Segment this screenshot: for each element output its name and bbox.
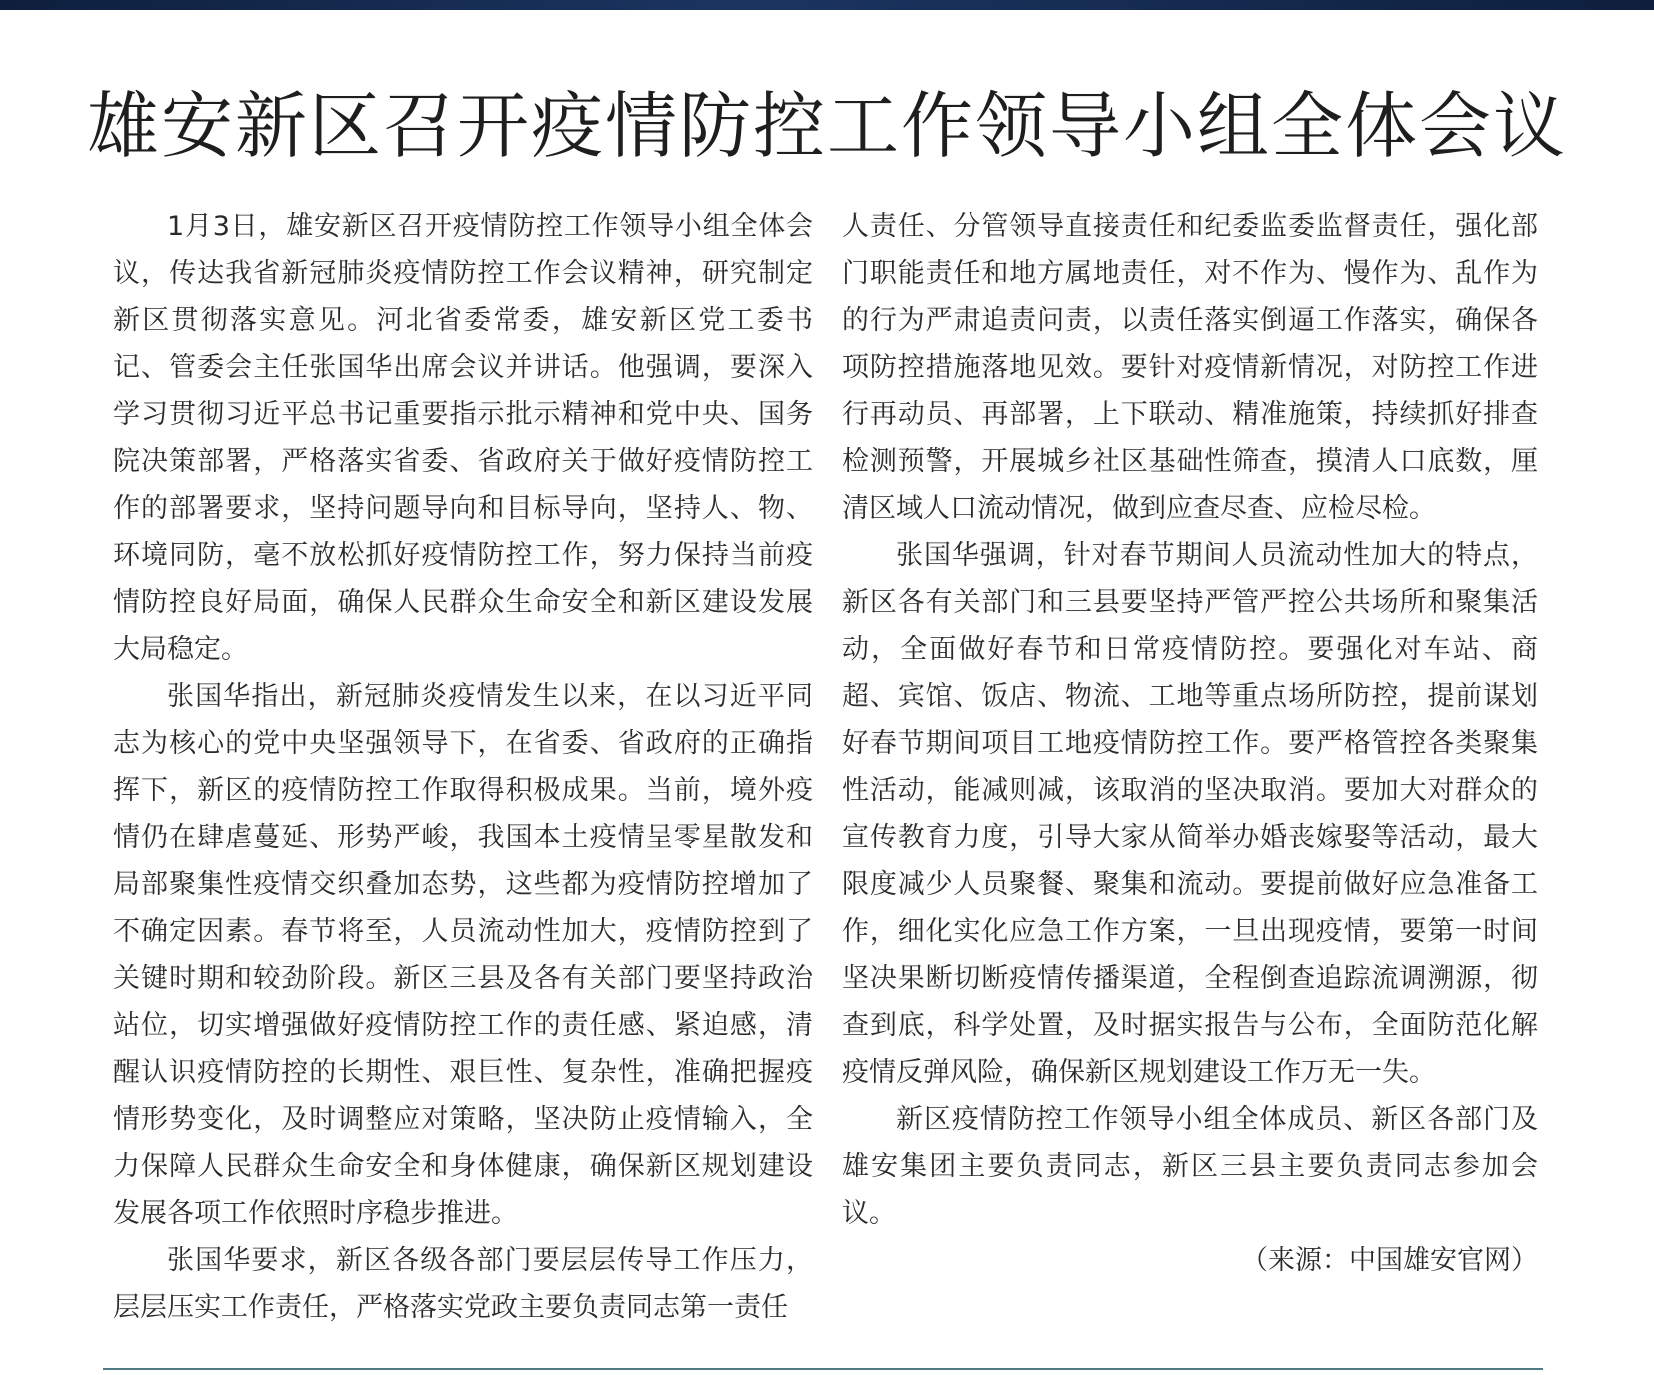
article-title: 雄安新区召开疫情防控工作领导小组全体会议 (86, 84, 1567, 168)
paragraph-continued: 人责任、分管领导直接责任和纪委监委监督责任，强化部门职能责任和地方属地责任，对不作为、慢作为、乱作为的行为严肃追责问责，以责任落实倒逼工作落实，确保各项防控措施落地见效。要针对疫情新情况，对防控工作进行再动员、再部署，上下联动、精准施策，持续抓好排查检测预警，开展城乡社区基础性筛查，摸清人口底数，厘清区域人口流动情况，做到应查尽查、应检尽检。 (842, 211, 1538, 524)
article-column-left (113, 203, 813, 1331)
top-banner-bar (0, 0, 1654, 10)
source-line (842, 1237, 1538, 1284)
paragraph: 张国华要求，新区各级各部门要层层传导工作压力，层层压实工作责任，严格落实党政主要负责同志第一责任 (113, 1245, 813, 1323)
paragraph: 新区疫情防控工作领导小组全体成员、新区各部门及雄安集团主要负责同志，新区三县主要负责同志参加会议。 (842, 1104, 1538, 1229)
article-column-right (842, 203, 1538, 1284)
paragraph: 1月3日，雄安新区召开疫情防控工作领导小组全体会议，传达我省新冠肺炎疫情防控工作会议精神，研究制定新区贯彻落实意见。河北省委常委，雄安新区党工委书记、管委会主任张国华出席会议并讲话。他强调，要深入学习贯彻习近平总书记重要指示批示精神和党中央、国务院决策部署，严格落实省委、省政府关于做好疫情防控工作的部署要求，坚持问题导向和目标导向，坚持人、物、环境同防，毫不放松抓好疫情防控工作，努力保持当前疫情防控良好局面，确保人民群众生命安全和新区建设发展大局稳定。 (113, 211, 813, 665)
source-credit: （来源：中国雄安官网） (1241, 1245, 1538, 1276)
bottom-divider (103, 1368, 1543, 1370)
paragraph: 张国华指出，新冠肺炎疫情发生以来，在以习近平同志为核心的党中央坚强领导下，在省委、省政府的正确指挥下，新区的疫情防控工作取得积极成果。当前，境外疫情仍在肆虐蔓延、形势严峻，我国本土疫情呈零星散发和局部聚集性疫情交织叠加态势，这些都为疫情防控增加了不确定因素。春节将至，人员流动性加大，疫情防控到了关键时期和较劲阶段。新区三县及各有关部门要坚持政治站位，切实增强做好疫情防控工作的责任感、紧迫感，清醒认识疫情防控的长期性、艰巨性、复杂性，准确把握疫情形势变化，及时调整应对策略，坚决防止疫情输入，全力保障人民群众生命安全和身体健康，确保新区规划建设发展各项工作依照时序稳步推进。 (113, 681, 813, 1229)
paragraph: 张国华强调，针对春节期间人员流动性加大的特点，新区各有关部门和三县要坚持严管严控公共场所和聚集活动，全面做好春节和日常疫情防控。要强化对车站、商超、宾馆、饭店、物流、工地等重点场所防控，提前谋划好春节期间项目工地疫情防控工作。要严格管控各类聚集性活动，能减则减，该取消的坚决取消。要加大对群众的宣传教育力度，引导大家从简举办婚丧嫁娶等活动，最大限度减少人员聚餐、聚集和流动。要提前做好应急准备工作，细化实化应急工作方案，一旦出现疫情，要第一时间坚决果断切断疫情传播渠道，全程倒查追踪流调溯源，彻查到底，科学处置，及时据实报告与公布，全面防范化解疫情反弹风险，确保新区规划建设工作万无一失。 (842, 540, 1538, 1088)
